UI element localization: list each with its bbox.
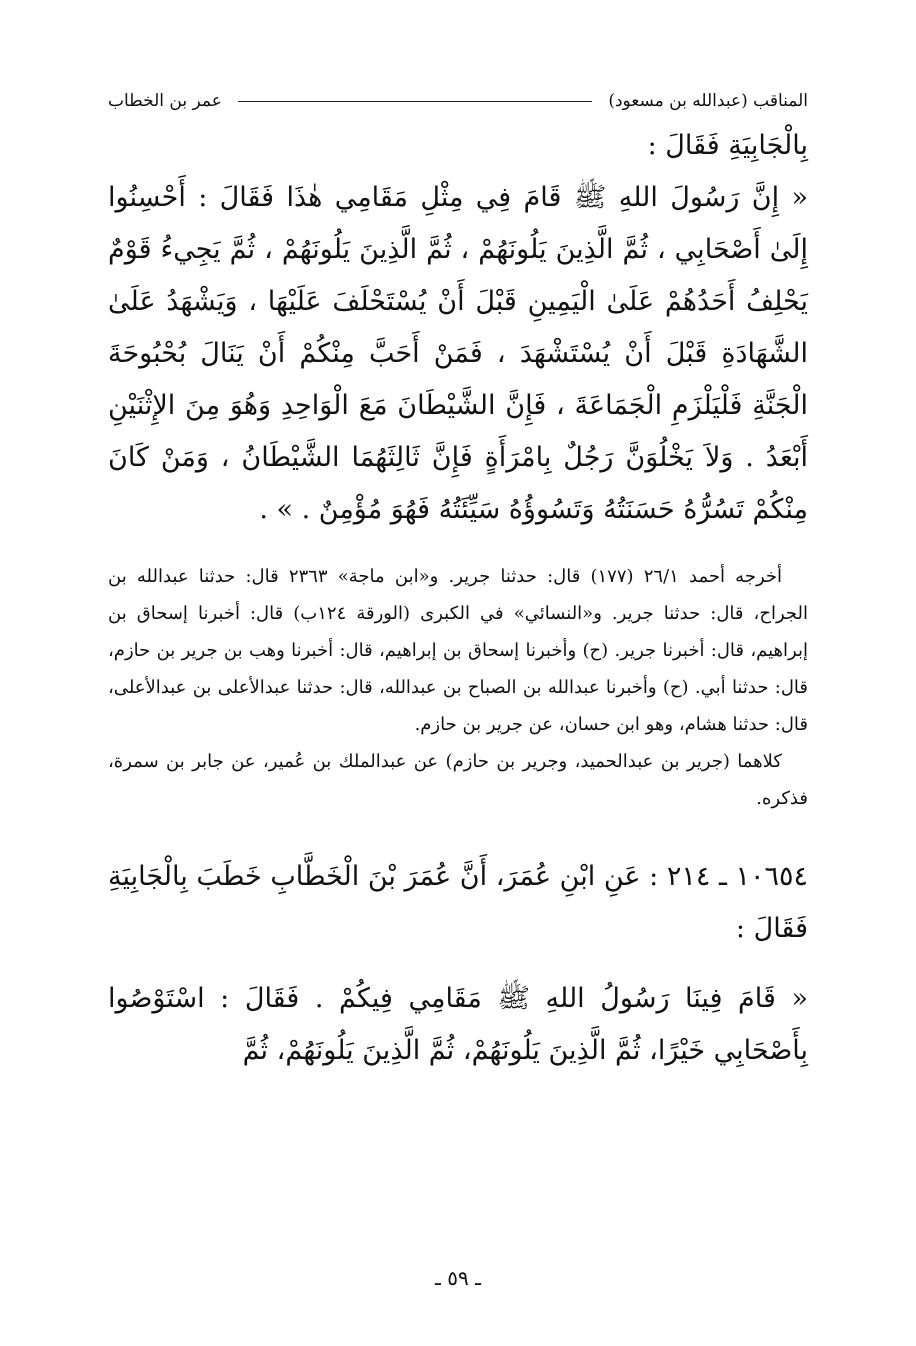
takhrij-paragraph: كلاهما (جرير بن عبدالحميد، وجرير بن حازم) عن عبدالملك بن عُمير، عن جابر بن سمرة، فذكره.: [108, 751, 808, 809]
takhrij-section: [108, 558, 808, 817]
hadith-text: « إِنَّ رَسُولَ اللهِ ﷺ قَامَ فِي مِثْلِ مَقَامِي هٰذَا فَقَالَ : أَحْسِنُوا إِلَىٰ أَصْحَابِي ، ثُمَّ الَّذِينَ يَلُونَهُمْ ، ثُمَّ الَّذِينَ يَلُونَهُمْ ، ثُمَّ يَجِيءُ قَوْمٌ يَحْلِفُ أَحَدُهُمْ عَلَىٰ الْيَمِينِ قَبْلَ أَنْ يُسْتَحْلَفَ عَلَيْهَا ، وَيَشْهَدُ عَلَىٰ الشَّهَادَةِ قَبْلَ أَنْ يُسْتَشْهَدَ ، فَمَنْ أَحَبَّ مِنْكُمْ أَنْ يَنَالَ بُحْبُوحَةَ الْجَنَّةِ فَلْيَلْزَمِ الْجَمَاعَةَ ، فَإِنَّ الشَّيْطَانَ مَعَ الْوَاحِدِ وَهُوَ مِنَ الإِثْنَيْنِ أَبْعَدُ . وَلاَ يَخْلُوَنَّ رَجُلٌ بِامْرَأَةٍ فَإِنَّ ثَالِثَهُمَا الشَّيْطَانُ ، وَمَنْ كَانَ مِنْكُمْ تَسُرُّهُ حَسَنَتُهُ وَتَسُوؤُهُ سَيِّئَتُهُ فَهُوَ مُؤْمِنٌ . » .: [108, 182, 808, 525]
header-section-title: عمر بن الخطاب: [108, 91, 222, 111]
spacer: [108, 817, 808, 851]
hadith-intro: عَنِ ابْنِ عُمَرَ، أَنَّ عُمَرَ بْنَ الْخَطَّابِ خَطَبَ بِالْجَابِيَةِ فَقَالَ :: [108, 861, 808, 944]
header-chapter-title: المناقب (عبدالله بن مسعود): [608, 91, 808, 111]
spacer: [108, 536, 808, 558]
hadith-text: « قَامَ فِينَا رَسُولُ اللهِ ﷺ مَقَامِي فِيكُمْ . فَقَالَ : اسْتَوْصُوا بِأَصْحَابِي خَيْرًا، ثُمَّ الَّذِينَ يَلُونَهُمْ، ثُمَّ الَّذِينَ يَلُونَهُمْ، ثُمَّ: [108, 983, 808, 1066]
takhrij-paragraph: أخرجه أحمد ٢٦/١ (١٧٧) قال: حدثنا جرير. و«ابن ماجة» ٢٣٦٣ قال: حدثنا عبدالله بن الجراح، قال: حدثنا جرير. و«النسائي» في الكبرى (الورقة ١٢٤ب) قال: أخبرنا إسحاق بن إبراهيم، قال: أخبرنا جرير. (ح) وأخبرنا إسحاق بن إبراهيم، قال: أخبرنا وهب بن جرير بن حازم، قال: حدثنا أبي. (ح) وأخبرنا عبدالله بن الصباح بن عبدالله، قال: حدثنا عبدالأعلى بن عبدالأعلى، قال: حدثنا هشام، وهو ابن حسان، عن جرير بن حازم.: [108, 566, 809, 735]
hadith-heading: [108, 851, 808, 955]
header-rule: [238, 101, 592, 102]
page-number: ـ ٥٩ ـ: [435, 1266, 481, 1290]
running-header: [108, 88, 808, 114]
page-body: [108, 120, 808, 1077]
spacer: [108, 955, 808, 973]
hadith-number: ١٠٦٥٤ ـ ٢١٤ :: [649, 861, 808, 892]
hadith-opening: بِالْجَابِيَةِ فَقَالَ :: [647, 130, 808, 161]
